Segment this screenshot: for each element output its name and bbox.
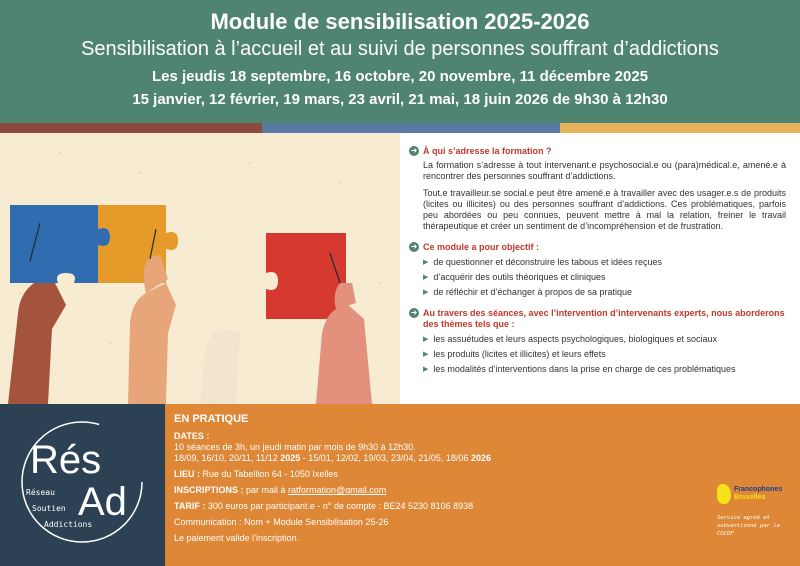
audience-paragraph-1: La formation s’adresse à tout intervenant.e psychosocial.e ou (para)médical.e, amené.e à rencontrer des personnes souffrant d’addictions.	[423, 160, 786, 181]
cocof-brand-2: Bruxelles	[734, 494, 766, 501]
triangle-bullet-icon: ▶	[423, 259, 429, 266]
audience-paragraph-2: Tout.e travailleur.se social.e peut être amené.e à travailler avec des usager.e.s de produits (licites ou illicites) ou des personnes souffrant d’addictions. Ces problématiques, parfois peu abordées ou peu connues, peuvent mettre à mal la relation, freiner le travail thérapeutique et créer un sentiment de d’incompréhension et de frustration.	[423, 188, 786, 231]
place-text: Rue du Tabellion 64 - 1050 Ixelles	[200, 469, 338, 479]
dates-list	[174, 453, 800, 464]
objectives-heading	[409, 242, 786, 253]
cocof-note: Service agréé et subventionné par la COCOF	[717, 515, 780, 537]
module-subtitle: Sensibilisation à l’accueil et au suivi de personnes souffrant d’addictions	[81, 38, 719, 60]
logo-res: Rés	[30, 438, 102, 482]
arrow-right-icon: ➜	[410, 146, 418, 155]
dates-label: DATES :	[174, 431, 210, 441]
cocof-brand-1: Francophones	[734, 486, 783, 493]
year-2025: 2025	[280, 453, 301, 463]
themes-list	[409, 334, 786, 375]
course-description	[400, 133, 800, 404]
band-brown	[0, 123, 262, 133]
place-label: LIEU :	[174, 469, 200, 479]
place-line	[174, 469, 800, 480]
logo-ad: Ad	[78, 480, 127, 524]
registration-text: par mail à	[243, 485, 289, 495]
objective-text: de questionner et déconstruire les tabous et idées reçues	[433, 257, 663, 267]
dates-text: 10 séances de 3h, un jeudi matin par mois de 9h30 à 12h30.	[174, 442, 416, 452]
fee-line	[174, 501, 800, 512]
logo-word-addictions: Addictions	[44, 520, 93, 529]
theme-text: les produits (licites et illicites) et leurs effets	[433, 349, 606, 359]
objective-text: d’acquérir des outils théoriques et cliniques	[433, 272, 606, 282]
list-item	[423, 364, 786, 375]
objectives-heading-text: Ce module a pour objectif :	[423, 242, 540, 252]
theme-text: les modalités d’interventions dans la prise en charge de ces problématiques	[433, 364, 736, 374]
communication-line: Communication : Nom + Module Sensibilisation 25-26	[174, 517, 389, 527]
triangle-bullet-icon: ▶	[423, 336, 429, 343]
puzzle-hands-icon	[0, 133, 400, 404]
list-item	[423, 334, 786, 345]
color-band	[0, 123, 800, 133]
year-2026: 2026	[470, 453, 491, 463]
theme-text: les assuétudes et leurs aspects psychologiques, biologiques et sociaux	[433, 334, 718, 344]
resad-logo-panel	[0, 404, 165, 566]
practical-info-panel	[165, 404, 800, 566]
session-dates-2026: 15 janvier, 12 février, 19 mars, 23 avril, 21 mai, 18 juin 2026 de 9h30 à 12h30	[132, 91, 668, 108]
registration-line	[174, 485, 800, 496]
module-title: Module de sensibilisation 2025-2026	[210, 9, 590, 34]
logo-word-reseau: Réseau	[26, 488, 55, 497]
themes-heading	[409, 308, 786, 330]
triangle-bullet-icon: ▶	[423, 289, 429, 296]
themes-heading-text: Au travers des séances, avec l’intervention d’intervenants experts, nous aborderons des thèmes tels que :	[423, 308, 785, 329]
payment-line: Le paiement valide l’inscription.	[174, 533, 300, 543]
registration-email-link[interactable]: ratformation@gmail.com	[288, 485, 387, 495]
band-gold	[560, 123, 800, 133]
list-item	[423, 287, 786, 298]
dates-2026: - 15/01, 12/02, 19/03, 23/04, 21/05, 18/06	[300, 453, 471, 463]
arrow-right-icon: ➜	[410, 242, 418, 251]
session-dates-2025: Les jeudis 18 septembre, 16 octobre, 20 novembre, 11 décembre 2025	[151, 68, 649, 85]
objective-text: de réfléchir et d’échanger à propos de sa pratique	[433, 287, 633, 297]
list-item	[423, 257, 786, 268]
triangle-bullet-icon: ▶	[423, 366, 429, 373]
audience-heading-text: À qui s’adresse la formation ?	[423, 146, 552, 156]
cocof-logo	[717, 484, 797, 538]
header-banner	[0, 0, 800, 123]
puzzle-hands-illustration	[0, 133, 400, 404]
list-item	[423, 272, 786, 283]
logo-word-soutien: Soutien	[32, 504, 66, 513]
band-blue	[262, 123, 560, 133]
audience-heading	[409, 146, 786, 157]
arrow-right-icon: ➜	[410, 308, 418, 317]
fee-label: TARIF :	[174, 501, 206, 511]
fee-text: 300 euros par participant.e - n° de compte : BE24 5230 8106 8938	[205, 501, 474, 511]
objectives-list	[409, 257, 786, 298]
dates-2025: 18/09, 16/10, 20/11, 11/12	[174, 453, 281, 463]
registration-label: INSCRIPTIONS :	[174, 485, 244, 495]
triangle-bullet-icon: ▶	[423, 274, 429, 281]
triangle-bullet-icon: ▶	[423, 351, 429, 358]
practical-heading: EN PRATIQUE	[174, 413, 249, 425]
list-item	[423, 349, 786, 360]
brussels-map-icon	[717, 484, 731, 504]
